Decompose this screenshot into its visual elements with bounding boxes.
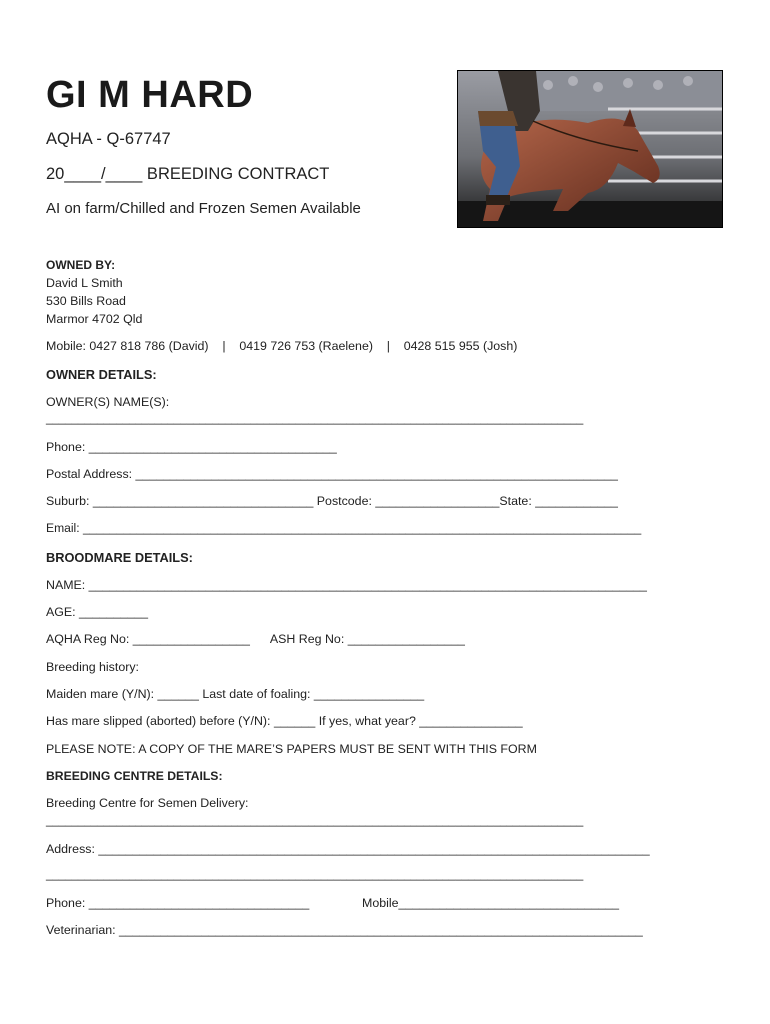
slipped-field[interactable]: Has mare slipped (aborted) before (Y/N): ______ If yes, what year? _______________ <box>46 714 523 728</box>
owner-names-field[interactable]: ____________________________________________________________________________________ <box>46 413 584 425</box>
owned-by-heading: OWNED BY: <box>46 258 116 272</box>
email-field[interactable]: Email: ___________________________________________________________________________________ <box>46 521 642 535</box>
broodmare-heading: BROODMARE DETAILS: <box>46 550 193 565</box>
mare-reg-fields[interactable]: AQHA Reg No: _________________ ASH Reg No: _________________ <box>46 632 465 646</box>
page-title: GI M HARD <box>46 74 254 116</box>
centre-phone-field[interactable]: Phone: ________________________________ <box>46 896 310 910</box>
owner-name: David L Smith <box>46 276 123 290</box>
owner-details-heading: OWNER DETAILS: <box>46 367 157 382</box>
owner-names-label: OWNER(S) NAME(S): <box>46 395 170 409</box>
delivery-field[interactable]: ____________________________________________________________________________________ <box>46 815 584 827</box>
veterinarian-field[interactable]: Veterinarian: ____________________________________________________________________________ <box>46 923 643 937</box>
contract-line: 20____/____ BREEDING CONTRACT <box>46 165 330 183</box>
papers-note: PLEASE NOTE: A COPY OF THE MARE’S PAPERS MUST BE SENT WITH THIS FORM <box>46 742 537 756</box>
breeding-history-label: Breeding history: <box>46 660 139 674</box>
owner-street: 530 Bills Road <box>46 294 126 308</box>
centre-mobile-field[interactable]: Mobile________________________________ <box>362 896 620 910</box>
registration-line: AQHA - Q-67747 <box>46 130 171 148</box>
delivery-label: Breeding Centre for Semen Delivery: <box>46 796 249 810</box>
maiden-foaling-field[interactable]: Maiden mare (Y/N): ______ Last date of foaling: ________________ <box>46 687 425 701</box>
owner-town: Marmor 4702 Qld <box>46 312 143 326</box>
mare-name-field[interactable]: NAME: _________________________________________________________________________________ <box>46 578 647 592</box>
centre-address-line2-field[interactable]: ____________________________________________________________________________________ <box>46 869 584 881</box>
suburb-postcode-state-field[interactable]: Suburb: ________________________________ Postcode: __________________State: ____________ <box>46 494 618 508</box>
postal-address-field[interactable]: Postal Address: ______________________________________________________________________ <box>46 467 618 481</box>
horse-rider-photo <box>457 70 723 228</box>
breeding-centre-heading: BREEDING CENTRE DETAILS: <box>46 769 223 783</box>
owner-phone-field[interactable]: Phone: ____________________________________ <box>46 440 337 454</box>
mare-age-field[interactable]: AGE: __________ <box>46 605 148 619</box>
owner-phones: Mobile: 0427 818 786 (David) | 0419 726 753 (Raelene) | 0428 515 955 (Josh) <box>46 339 518 353</box>
availability-line: AI on farm/Chilled and Frozen Semen Available <box>46 200 361 217</box>
centre-address-field[interactable]: Address: ________________________________________________________________________________ <box>46 842 650 856</box>
